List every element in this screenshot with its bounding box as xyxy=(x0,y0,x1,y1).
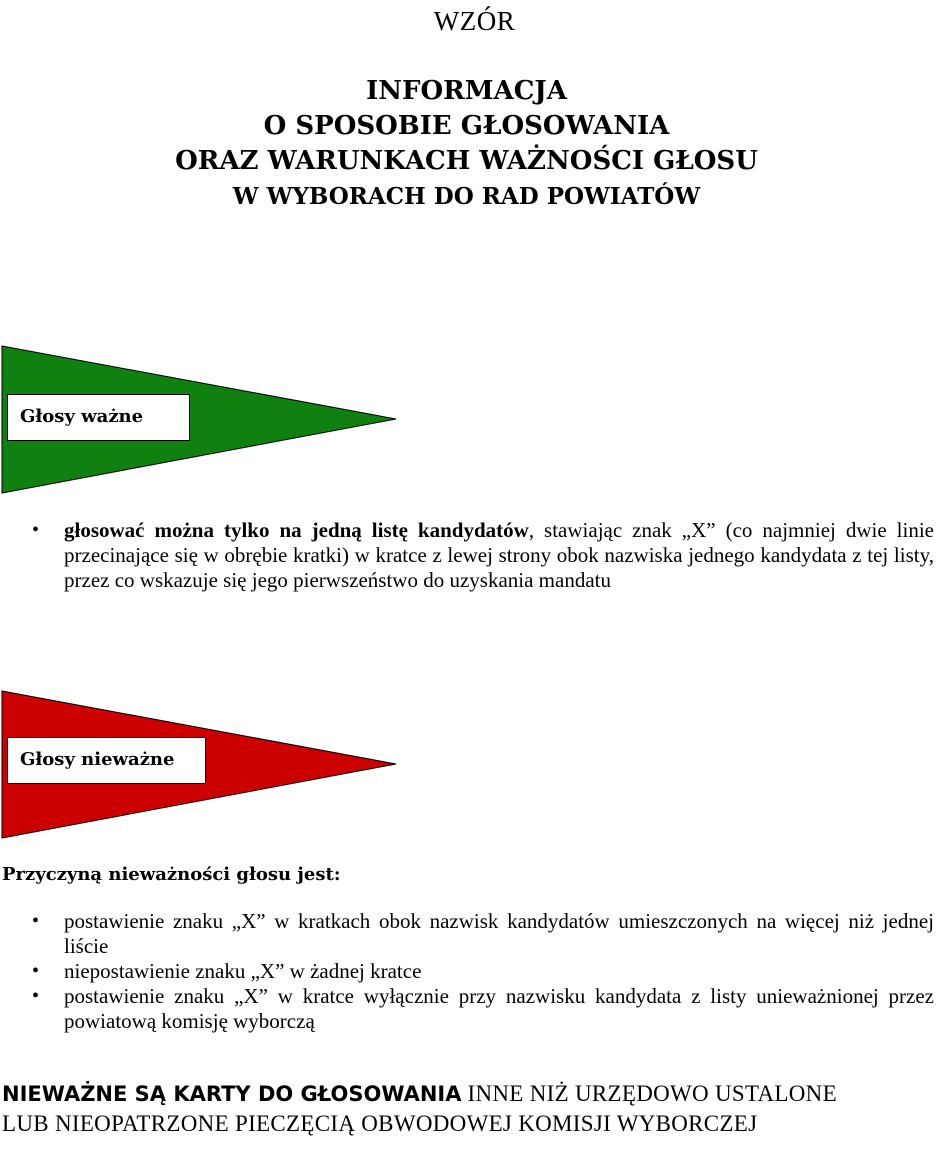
invalid-reasons-heading: Przyczyną nieważności głosu jest: xyxy=(2,864,341,885)
title-line-1: INFORMACJA xyxy=(366,76,567,106)
document-title xyxy=(0,74,933,214)
invalid-reasons-list xyxy=(0,909,934,1034)
invalid-votes-pennant xyxy=(0,690,400,840)
sample-label: WZÓR xyxy=(433,6,516,36)
valid-votes-label: Głosy ważne xyxy=(7,394,190,441)
invalid-reason-item: • niepostawienie znaku „X” w żadnej kratce xyxy=(0,959,934,984)
title-line-3: ORAZ WARUNKACH WAŻNOŚCI GŁOSU xyxy=(175,146,758,176)
title-line-4: W WYBORACH DO RAD POWIATÓW xyxy=(232,183,701,210)
notice-line-2: LUB NIEOPATRZONE PIECZĘCIĄ OBWODOWEJ KOMISJI WYBORCZEJ xyxy=(2,1111,758,1136)
valid-rule-item xyxy=(0,518,934,593)
notice-bold: NIEWAŻNE SĄ KARTY DO GŁOSOWANIA xyxy=(2,1082,462,1106)
valid-votes-pennant xyxy=(0,345,400,495)
valid-rules-list xyxy=(0,518,934,593)
invalid-reason-item: • postawienie znaku „X” w kratce wyłącznie przy nazwisku kandydata z listy unieważnionej przez powiatową komisję wyborczą xyxy=(0,984,934,1034)
notice-line-1: INNE NIŻ URZĘDOWO USTALONE xyxy=(461,1081,837,1106)
title-line-2: O SPOSOBIE GŁOSOWANIA xyxy=(263,111,670,141)
invalid-votes-label: Głosy nieważne xyxy=(7,737,206,784)
valid-rule-text: , stawiając znak „X” (co najmniej dwie linie przecinające się w obrębie kratki) w kratce z lewej strony obok nazwiska jednego kandydata z tej listy, przez co wskazuje się jego pierwszeństwo do uzyskania mandatu xyxy=(64,518,934,592)
invalid-ballots-notice xyxy=(2,1079,937,1138)
valid-rule-bold: głosować można tylko na jedną listę kandydatów xyxy=(64,518,529,542)
invalid-reason-item: • postawienie znaku „X” w kratkach obok nazwisk kandydatów umieszczonych na więcej niż jednej liście xyxy=(0,909,934,959)
